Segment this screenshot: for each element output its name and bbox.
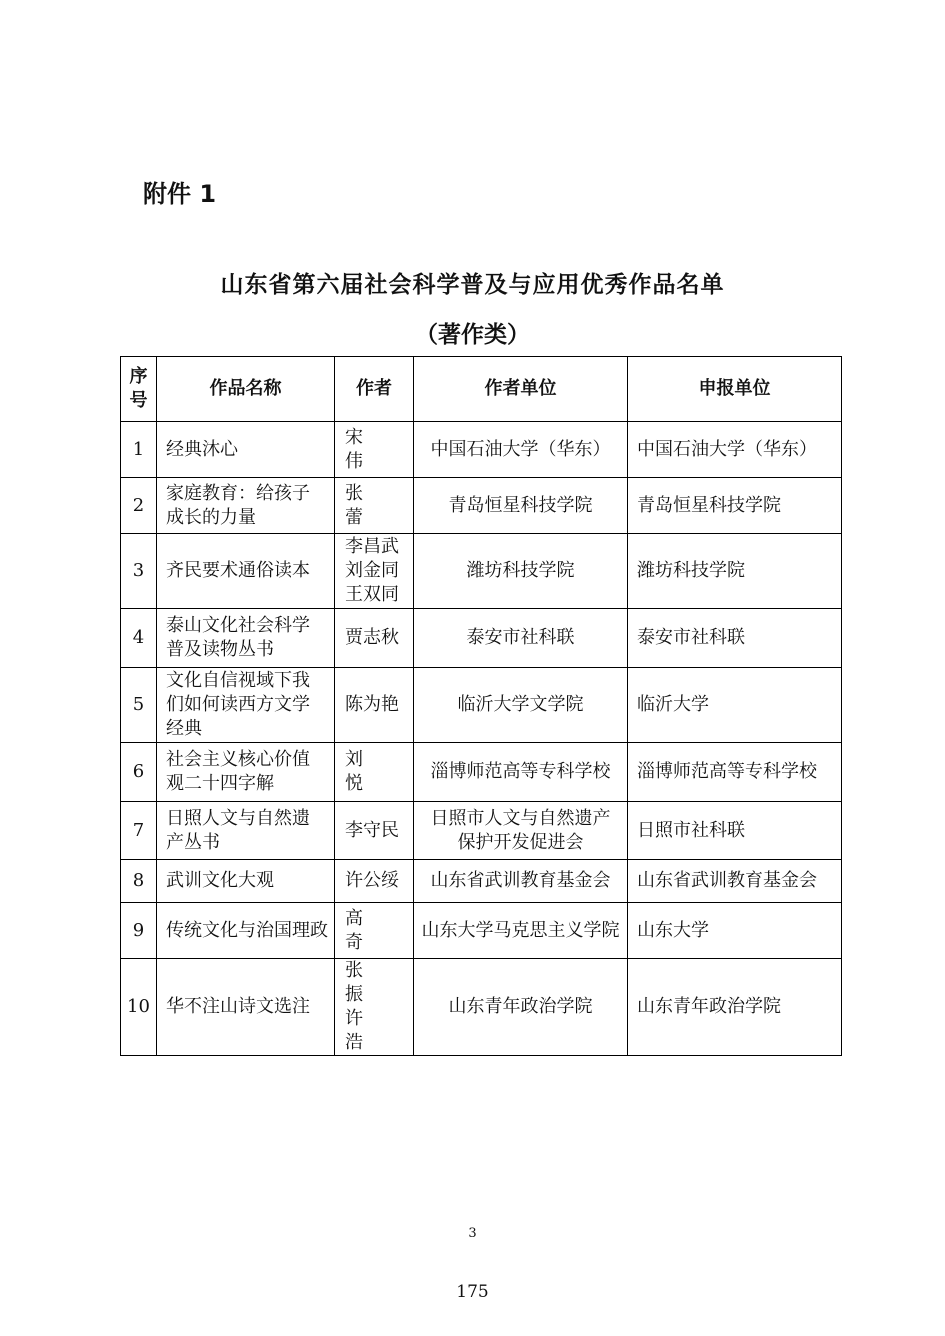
cell-applicant-unit: 日照市社科联 [628,802,842,860]
page-number-total: 175 [456,1282,489,1302]
cell-applicant-unit: 泰安市社科联 [628,609,842,668]
cell-title: 泰山文化社会科学 普及读物丛书 [157,609,335,668]
cell-author: 贾志秋 [335,609,414,668]
cell-author-unit: 日照市人文与自然遗产 保护开发促进会 [414,802,628,860]
cell-author: 张 蕾 [335,478,414,534]
cell-applicant-unit: 青岛恒星科技学院 [628,478,842,534]
cell-author-unit: 山东大学马克思主义学院 [414,903,628,959]
table-header-row [121,357,842,422]
cell-author-unit: 泰安市社科联 [414,609,628,668]
cell-author: 李守民 [335,802,414,860]
cell-author-unit: 中国石油大学（华东） [414,422,628,478]
cell-no: 8 [121,860,157,903]
cell-no: 9 [121,903,157,959]
cell-author: 刘 悦 [335,743,414,802]
table-row [121,478,842,534]
cell-author-unit: 潍坊科技学院 [414,534,628,609]
header-author-unit: 作者单位 [414,357,628,422]
header-title: 作品名称 [157,357,335,422]
cell-title: 华不注山诗文选注 [157,959,335,1056]
table-row [121,422,842,478]
table-row [121,609,842,668]
cell-author: 陈为艳 [335,668,414,743]
table-row [121,802,842,860]
cell-no: 3 [121,534,157,609]
header-author: 作者 [335,357,414,422]
cell-no: 1 [121,422,157,478]
attachment-label: 附件 1 [143,180,217,208]
cell-author: 许公绥 [335,860,414,903]
header-applicant-unit: 申报单位 [628,357,842,422]
table-row [121,860,842,903]
cell-applicant-unit: 山东省武训教育基金会 [628,860,842,903]
cell-title: 经典沐心 [157,422,335,478]
table-row [121,668,842,743]
cell-no: 10 [121,959,157,1056]
cell-applicant-unit: 淄博师范高等专科学校 [628,743,842,802]
document-subtitle: （著作类） [415,322,530,348]
cell-applicant-unit: 潍坊科技学院 [628,534,842,609]
cell-author-unit: 临沂大学文学院 [414,668,628,743]
cell-title: 社会主义核心价值 观二十四字解 [157,743,335,802]
cell-no: 4 [121,609,157,668]
cell-author-unit: 淄博师范高等专科学校 [414,743,628,802]
document-title: 山东省第六届社会科学普及与应用优秀作品名单 [220,272,725,298]
cell-applicant-unit: 山东大学 [628,903,842,959]
cell-title: 家庭教育：给孩子 成长的力量 [157,478,335,534]
header-no: 序 号 [121,357,157,422]
table-row [121,903,842,959]
cell-no: 2 [121,478,157,534]
table-row [121,534,842,609]
cell-title: 齐民要术通俗读本 [157,534,335,609]
cell-title: 武训文化大观 [157,860,335,903]
cell-author: 宋 伟 [335,422,414,478]
cell-author-unit: 青岛恒星科技学院 [414,478,628,534]
cell-author-unit: 山东青年政治学院 [414,959,628,1056]
cell-no: 7 [121,802,157,860]
cell-applicant-unit: 临沂大学 [628,668,842,743]
cell-author-unit: 山东省武训教育基金会 [414,860,628,903]
cell-no: 6 [121,743,157,802]
cell-author: 李昌武 刘金同 王双同 [335,534,414,609]
table-row [121,743,842,802]
cell-applicant-unit: 中国石油大学（华东） [628,422,842,478]
cell-applicant-unit: 山东青年政治学院 [628,959,842,1056]
cell-author: 张 振 许 浩 [335,959,414,1056]
works-table [120,356,842,1056]
cell-title: 文化自信视域下我 们如何读西方文学 经典 [157,668,335,743]
cell-no: 5 [121,668,157,743]
cell-author: 高 奇 [335,903,414,959]
page-number: 3 [468,1226,477,1241]
cell-title: 传统文化与治国理政 [157,903,335,959]
table-row [121,959,842,1056]
cell-title: 日照人文与自然遗 产丛书 [157,802,335,860]
